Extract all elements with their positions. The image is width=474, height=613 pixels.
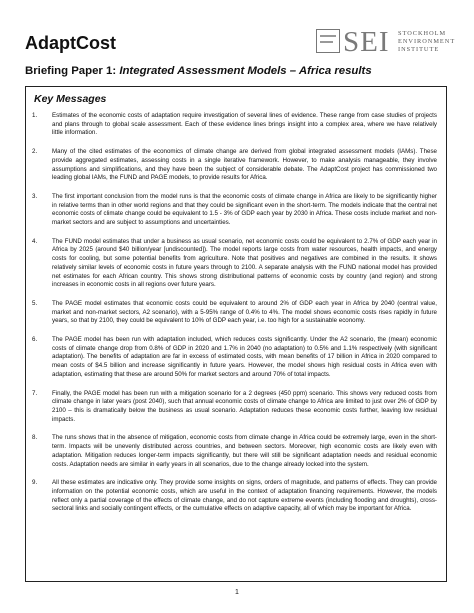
key-message-number: 2. — [32, 148, 38, 156]
subtitle-italic: Integrated Assessment Models – Africa results — [119, 65, 372, 77]
key-message-number: 1. — [32, 112, 38, 119]
key-message-text: The PAGE model has been run with adaptation included, which reduces costs significantly. Under the A2 scenario, the (mean) economic costs of climate change drop from 0.8% of GDP in 2020 and 1.7% in 2040 (no adaptation) to 0.5% and 1.1% respectively (with significant adaptation). The benefits of adaptation are far in excess of estimated costs, with mean benefits of 17 billion in Africa in 2020 compared to mean costs of $4.5 billion and increase significantly in future years. However, the model shows high residual costs in Africa even with adaptation, estimating that these are around 50% for market sectors and around 70% of total impacts. — [52, 336, 437, 378]
briefing-subtitle — [25, 65, 372, 77]
subtitle-prefix: Briefing Paper 1: — [25, 65, 120, 77]
key-message-text: The PAGE model estimates that economic costs could be equivalent to around 2% of GDP each year in Africa by 2040 (central value, market and non-market sectors, A2 scenario), with a 5-95% range of 0.4% to 4%. The model shows economic costs rises rapidly in future years, so that by 2100, they could be equivalent to 10% of GDP each year, i.e. too high for a sustainable economy. — [52, 299, 437, 325]
key-message-item — [26, 148, 446, 183]
key-message-item — [26, 112, 446, 138]
key-message-number: 4. — [32, 237, 38, 245]
sei-logo — [316, 26, 456, 59]
sei-emblem-icon — [316, 29, 340, 53]
key-message-text: Finally, the PAGE model has been run with a mitigation scenario for a 2 degrees (450 ppm) scenario. This shows very reduced costs from climate change in later years (post 2040), such that annual economic costs of climate change to Africa are limited to just over 2% of GDP by 2100 – this is dramatically below the business as usual scenario. Adaptation reduces these economic costs further, leaving low residual impacts. — [52, 389, 437, 423]
key-message-item — [26, 390, 446, 425]
key-message-item — [26, 479, 446, 514]
key-message-text: The FUND model estimates that under a business as usual scenario, net economic costs could be equivalent to 2.7% of GDP each year in Africa by 2025 (around $40 billion/year [undiscounted]). The model reports large costs from water resources, health impacts, and energy costs for cooling, but some potential benefits from agriculture. Note that positives and negatives are combined in the results. It shows relatively similar levels of economic costs in future years through to 2100. A separate analysis with the FUND national model has provided net estimates for each African country. This shows strong distributional patterns of economic costs by country (and region) and strong increases in economic costs in all regions over future years. — [52, 237, 437, 289]
key-message-number: 8. — [32, 434, 38, 442]
key-message-text: Estimates of the economic costs of adaptation require investigation of several lines of evidence. These range from case studies of projects and plans through to global scale assessment. Each of these evidence lines brings insight into a complex area, where we have relatively little information. — [52, 112, 437, 137]
sei-logo-text: SEI — [343, 26, 390, 58]
key-message-text: Many of the cited estimates of the economics of climate change are derived from global integrated assessment models (IAMs). These provide aggregated estimates, assessing costs in a single iterative framework. However, to make analysis manageable, they involve assumptions and simplifications, and they have been the subject of considerable debate. The AdaptCost project has commissioned two leading global IAMs, the FUND and PAGE models, to provide results for Africa. — [52, 148, 437, 182]
key-message-item — [26, 434, 446, 469]
sei-logo-name: STOCKHOLM ENVIRONMENT INSTITUTE — [398, 30, 456, 53]
key-message-item — [26, 238, 446, 290]
key-message-number: 5. — [32, 299, 38, 307]
key-message-item — [26, 336, 446, 380]
key-message-number: 6. — [32, 336, 38, 344]
page-number: 1 — [235, 589, 239, 596]
key-message-number: 3. — [32, 192, 38, 200]
key-message-item — [26, 193, 446, 228]
key-message-text: The first important conclusion from the model runs is that the economic costs of climate change in Africa are likely to be significantly higher in relative terms than in other world regions and that they could be significant even in the short-term. The models indicate that the central net economic costs of climate change could be equivalent to 1.5 - 3% of GDP each year by 2030 in Africa. These costs include market and non-market sectors and are subject to assumptions and uncertainties. — [52, 192, 437, 227]
key-messages-title: Key Messages — [34, 93, 107, 105]
key-message-text: The runs shows that in the absence of mitigation, economic costs from climate change in Africa could be extremely large, even in the short-term. Impacts will be unevenly distributed across countries, and between sectors. Moreover, high economic costs are likely even with adaptation. Mitigation reduces longer-term impacts significantly, but there will still be significant adaptation needs and residual economic costs. Adaptation needs are similar in early years in all scenarios, due to the change already locked into the system. — [52, 434, 437, 468]
document-title: AdaptCost — [25, 33, 116, 53]
key-message-item — [26, 300, 446, 326]
key-message-text: All these estimates are indicative only. They provide some insights on signs, orders of magnitude, and patterns of effects. They can provide information on the potential economic costs, which are useful in the context of adaptation financing requirements. However, the models reflect only a partial coverage of the effects of climate change, and do not capture extreme events (including flooding and droughts), cross-sectoral links and socially contingent effects, or the cumulative effects on adaptive capacity, all of which may be important for Africa. — [52, 479, 437, 513]
key-messages-box — [25, 86, 447, 582]
key-messages-list — [26, 112, 446, 514]
key-message-number: 9. — [32, 479, 38, 487]
key-message-number: 7. — [32, 389, 38, 397]
